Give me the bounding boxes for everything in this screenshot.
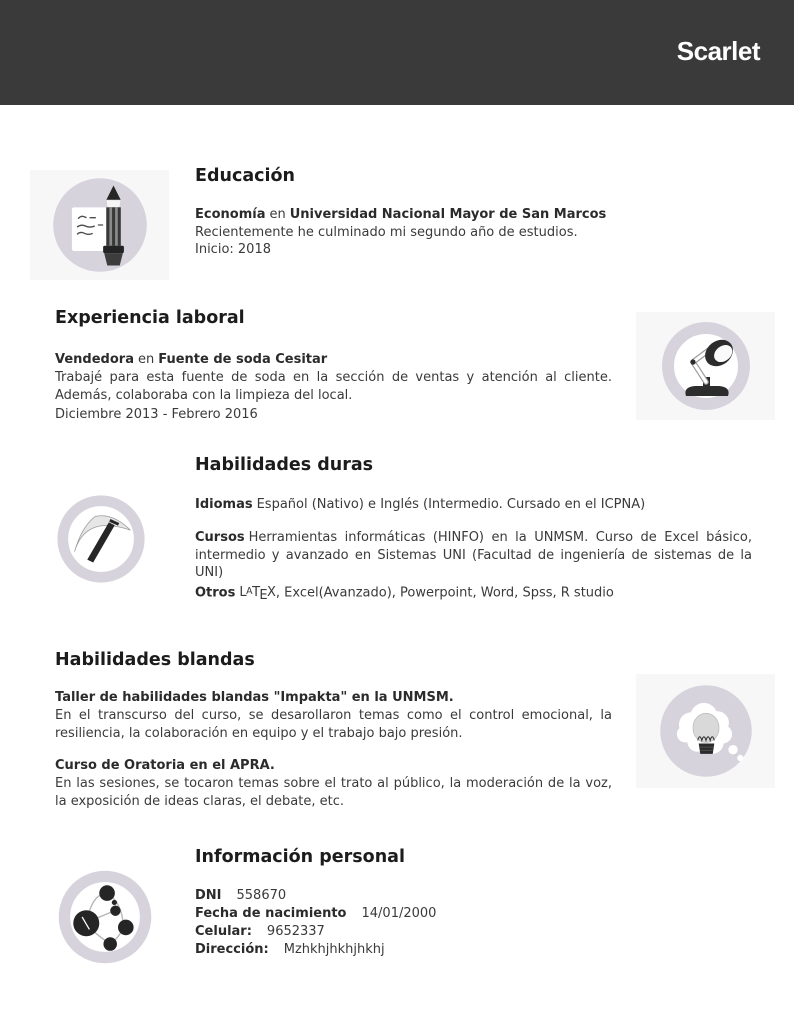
latex-letter: A <box>246 586 253 597</box>
latex-logo <box>239 585 276 604</box>
soft-skills-title: Habilidades blandas <box>55 650 255 670</box>
courses-label: Cursos <box>195 530 245 545</box>
field-value: 558670 <box>236 888 287 903</box>
molecule-icon <box>53 865 157 969</box>
latex-letter: T <box>252 585 261 601</box>
experience-company: Fuente de soda Cesitar <box>158 352 328 367</box>
field-value: 9652337 <box>266 924 325 939</box>
field-label: Fecha de nacimiento <box>195 906 347 921</box>
field-label: Dirección: <box>195 942 269 957</box>
field-label: DNI <box>195 888 222 903</box>
education-start-date: Inicio: 2018 <box>195 242 271 257</box>
experience-title: Experiencia laboral <box>55 308 245 328</box>
hard-skills-icon-tile <box>46 488 156 590</box>
education-institution: Universidad Nacional Mayor de San Marcos <box>289 207 607 222</box>
experience-connector: en <box>137 352 155 367</box>
experience-period: Diciembre 2013 - Febrero 2016 <box>55 407 258 422</box>
education-degree-line <box>195 206 606 223</box>
personal-info-icon-tile <box>40 858 170 976</box>
lightbulb-icon <box>654 679 758 783</box>
experience-description: Trabajé para esta fuente de soda en la sección de ventas y atención al cliente. Además, colaboraba con la limpieza del local. <box>55 370 612 403</box>
personal-info-title: Información personal <box>195 847 405 867</box>
experience-icon-tile <box>636 312 775 420</box>
soft-skills-icon-tile <box>636 674 775 788</box>
education-icon-tile <box>30 170 169 280</box>
education-title: Educación <box>195 166 295 186</box>
others-label: Otros <box>195 585 236 601</box>
field-label: Celular: <box>195 924 252 939</box>
others-text: , Excel(Avanzado), Powerpoint, Word, Spss, R studio <box>275 585 614 601</box>
desk-lamp-icon <box>656 316 756 416</box>
hard-skills-languages-line <box>195 496 645 513</box>
hard-skills-title: Habilidades duras <box>195 455 374 475</box>
education-description: Recientemente he culminado mi segundo año de estudios. <box>195 225 578 240</box>
field-value: Mzhkhjhkhjhkhj <box>283 942 385 957</box>
field-value: 14/01/2000 <box>361 906 437 921</box>
pickaxe-icon <box>52 490 150 588</box>
pencil-and-paper-icon <box>48 173 152 277</box>
latex-letter: E <box>259 588 268 604</box>
hard-skills-others-line <box>195 583 614 604</box>
personal-field-row <box>195 924 325 939</box>
personal-field-row <box>195 888 286 903</box>
personal-field-row <box>195 906 436 921</box>
header-bar <box>0 0 794 105</box>
person-name: Scarlet <box>676 36 760 66</box>
soft-skills-item-text: En las sesiones, se tocaron temas sobre el trato al público, la moderación de la voz, la exposición de ideas claras, el debate, etc. <box>55 776 612 809</box>
soft-skills-item-heading: Curso de Oratoria en el APRA. <box>55 758 275 773</box>
education-connector: en <box>269 207 286 222</box>
soft-skills-item-heading: Taller de habilidades blandas "Impakta" en la UNMSM. <box>55 690 454 705</box>
experience-role-line <box>55 351 327 368</box>
experience-role: Vendedora <box>55 352 134 367</box>
languages-label: Idiomas <box>195 497 253 512</box>
education-degree: Economía <box>195 207 266 222</box>
soft-skills-item-text: En el transcurso del curso, se desarollaron temas como el control emocional, la resiliencia, la colaboración en equipo y el trabajo bajo presión. <box>55 708 612 741</box>
latex-letter: L <box>239 585 247 601</box>
hard-skills-courses-line <box>195 529 752 582</box>
languages-text: Español (Nativo) e Inglés (Intermedio. Cursado en el ICPNA) <box>256 497 646 512</box>
courses-text: Herramientas informáticas (HINFO) en la UNMSM. Curso de Excel básico, intermedio y avanzado en Sistemas UNI (Facultad de ingeniería de sistemas de la UNI) <box>195 530 752 580</box>
latex-letter: X <box>267 585 276 601</box>
personal-field-row <box>195 942 385 957</box>
